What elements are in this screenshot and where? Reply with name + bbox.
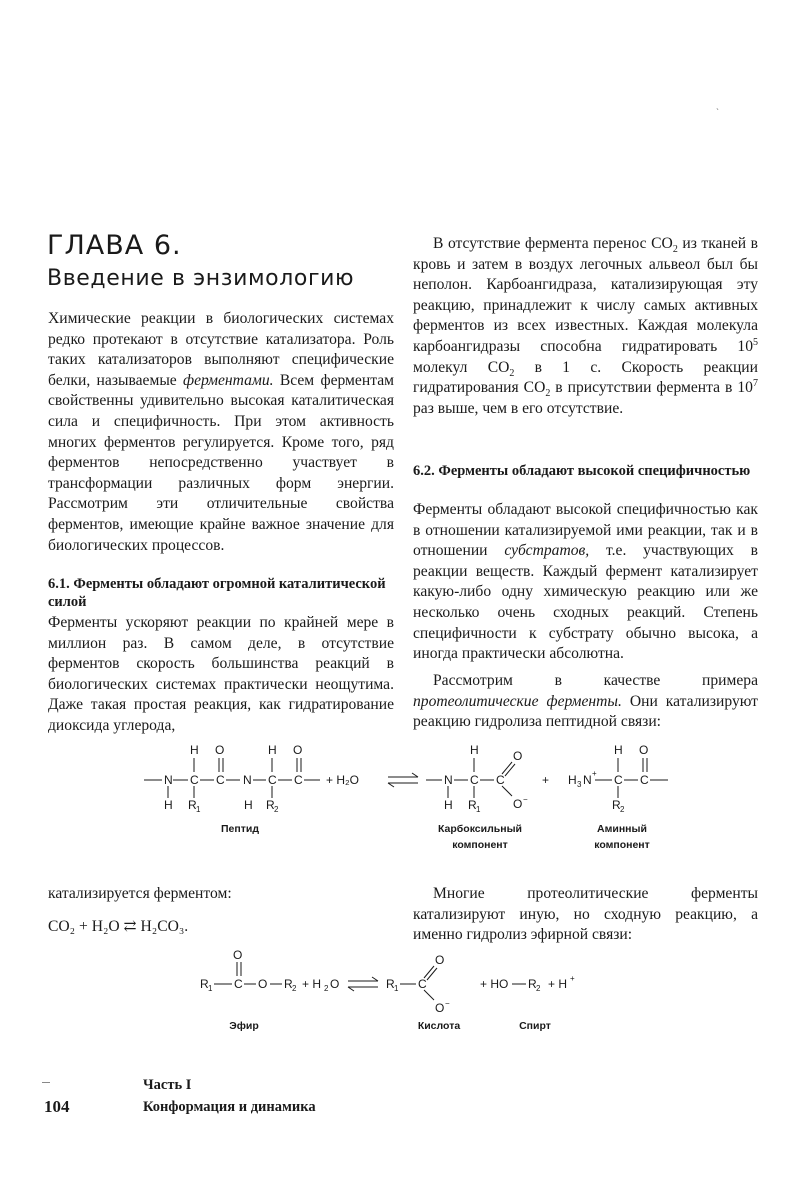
svg-text:C: C: [496, 773, 505, 787]
svg-text:R: R: [200, 977, 209, 991]
svg-text:R: R: [528, 977, 537, 991]
svg-text:R: R: [284, 977, 293, 991]
peptide-hydrolysis-scheme: [140, 738, 680, 820]
svg-text:+: +: [592, 769, 597, 778]
label-amine-2: компонент: [594, 839, 650, 851]
svg-text:C: C: [190, 773, 199, 787]
svg-text:+ H: + H: [302, 977, 322, 991]
label-carboxyl-2: компонент: [452, 839, 508, 851]
hydration-equation: CO₂ + H₂O ⇄ H₂CO₃.: [48, 918, 189, 935]
svg-text:C: C: [234, 977, 243, 991]
label-alcohol: Спирт: [519, 1020, 551, 1032]
svg-text:H: H: [470, 743, 479, 757]
section-6-1-heading: 6.1. Ферменты обладают огромной каталитической силой: [48, 576, 386, 610]
svg-text:2: 2: [324, 984, 329, 993]
plus-water: + H₂O: [326, 773, 359, 787]
svg-text:O: O: [293, 743, 303, 757]
svg-text:H: H: [164, 798, 173, 812]
svg-text:N: N: [444, 773, 453, 787]
intro-paragraph: Химические реакции в биологических системах редко протекают в отсутствие катализатора. Роль таких катализаторов выполняют специфические белки, называемые ферментами. Всем ферментам свойственны удивительно высокая каталитическая сила и специфичность. При этом активность многих ферментов регулируется. Кроме того, ряд ферментов непосредственно участвует в трансформации различных форм энергии. Рассмотрим эти отличительные свойства ферментов, имеющие крайне важное значение для биологических процессов.: [48, 310, 394, 554]
svg-text:C: C: [640, 773, 649, 787]
label-amine-1: Аминный: [597, 823, 647, 835]
svg-text:H: H: [268, 743, 277, 757]
svg-text:R: R: [612, 798, 621, 812]
footer-part: Часть I: [143, 1077, 192, 1093]
svg-text:3: 3: [577, 780, 582, 789]
svg-text:1: 1: [196, 805, 201, 814]
svg-text:C: C: [294, 773, 303, 787]
label-carboxyl-1: Карбоксильный: [438, 823, 522, 835]
svg-text:2: 2: [536, 984, 541, 993]
svg-text:R: R: [468, 798, 477, 812]
svg-text:O: O: [435, 1001, 445, 1015]
svg-text:R: R: [188, 798, 197, 812]
svg-text:R: R: [266, 798, 275, 812]
svg-text:H: H: [244, 798, 253, 812]
svg-text:C: C: [216, 773, 225, 787]
svg-text:O: O: [233, 948, 243, 962]
svg-text:1: 1: [394, 984, 399, 993]
footnote-mark: ˎ: [716, 100, 719, 110]
label-acid: Кислота: [417, 1020, 461, 1032]
svg-text:C: C: [614, 773, 623, 787]
svg-text:H: H: [444, 798, 453, 812]
svg-text:−: −: [523, 795, 528, 804]
ester-hydrolysis-scheme: [196, 948, 616, 1020]
page-number: 104: [44, 1097, 70, 1116]
svg-text:H: H: [568, 773, 577, 787]
plus-sign: +: [542, 773, 550, 787]
svg-text:R: R: [386, 977, 395, 991]
svg-text:C: C: [418, 977, 427, 991]
section-6-2-heading: 6.2. Ферменты обладают высокой специфичностью: [413, 463, 751, 479]
label-ester: Эфир: [229, 1020, 259, 1032]
svg-text:H: H: [614, 743, 623, 757]
svg-text:C: C: [470, 773, 479, 787]
label-peptide: Пептид: [221, 823, 259, 835]
svg-text:2: 2: [620, 805, 625, 814]
svg-text:N: N: [243, 773, 252, 787]
svg-text:O: O: [330, 977, 340, 991]
footer-part-title: Конформация и динамика: [143, 1099, 316, 1115]
ester-hydrolysis-intro: Многие протеолитические ферменты катализируют иную, но сходную реакцию, а именно гидролиз эфирной связи:: [413, 885, 758, 944]
svg-text:+: +: [570, 974, 575, 983]
svg-text:N: N: [583, 773, 592, 787]
svg-text:2: 2: [274, 805, 279, 814]
svg-text:O: O: [258, 977, 268, 991]
svg-text:+ HO: + HO: [480, 977, 509, 991]
svg-text:1: 1: [208, 984, 213, 993]
svg-text:2: 2: [292, 984, 297, 993]
chapter-title: Введение в энзимологию: [47, 266, 355, 291]
svg-text:C: C: [268, 773, 277, 787]
svg-text:O: O: [513, 797, 523, 811]
svg-text:O: O: [435, 953, 445, 967]
svg-text:O: O: [513, 749, 523, 763]
chapter-number: ГЛАВА 6.: [47, 230, 182, 261]
section-6-2-paragraph-1: Ферменты обладают высокой специфичностью как в отношении катализируемой ими реакции, так и в отношении субстратов, т.е. участвующих в реакции веществ. Каждый фермент катализирует какую-либо одну химическую реакцию или же несколько очень сходных реакций. Степень специфичности к субстрату обычно высока, а иногда практически абсолютна.: [413, 501, 758, 663]
catalyzed-by-text: катализируется ферментом:: [48, 885, 232, 902]
svg-text:H: H: [190, 743, 199, 757]
footer-rule: [42, 1082, 50, 1083]
svg-text:O: O: [639, 743, 649, 757]
svg-text:1: 1: [476, 805, 481, 814]
svg-text:O: O: [215, 743, 225, 757]
svg-text:−: −: [445, 999, 450, 1008]
svg-text:N: N: [164, 773, 173, 787]
section-6-1-paragraph: Ферменты ускоряют реакции по крайней мере в миллион раз. В самом деле, в отсутствие ферментов скорость большинства реакций в биологических системах практически неощутима. Даже такая простая реакция, как гидратирование диоксида углерода,: [48, 614, 394, 734]
svg-text:+ H: + H: [548, 977, 568, 991]
section-6-2-paragraph-2: Рассмотрим в качестве примера протеолитические ферменты. Они катализируют реакцию гидролиза пептидной связи:: [413, 672, 758, 731]
co2-transfer-paragraph: В отсутствие фермента перенос $CO_2$ из тканей в кровь и затем в воздух легочных альвеол был бы неполон. Карбоангидраза, катализирующая эту реакцию, принадлежит к числу самых активных ферментов из всех известных. Каждая молекула карбоангидразы способна гидратировать $10^5$ молекул $CO_2$ в 1 с. Скорость реакции гидратирования $CO_2$ в присутствии фермента в $10^7$ раз выше, чем в его отсутствие.: [413, 235, 758, 417]
